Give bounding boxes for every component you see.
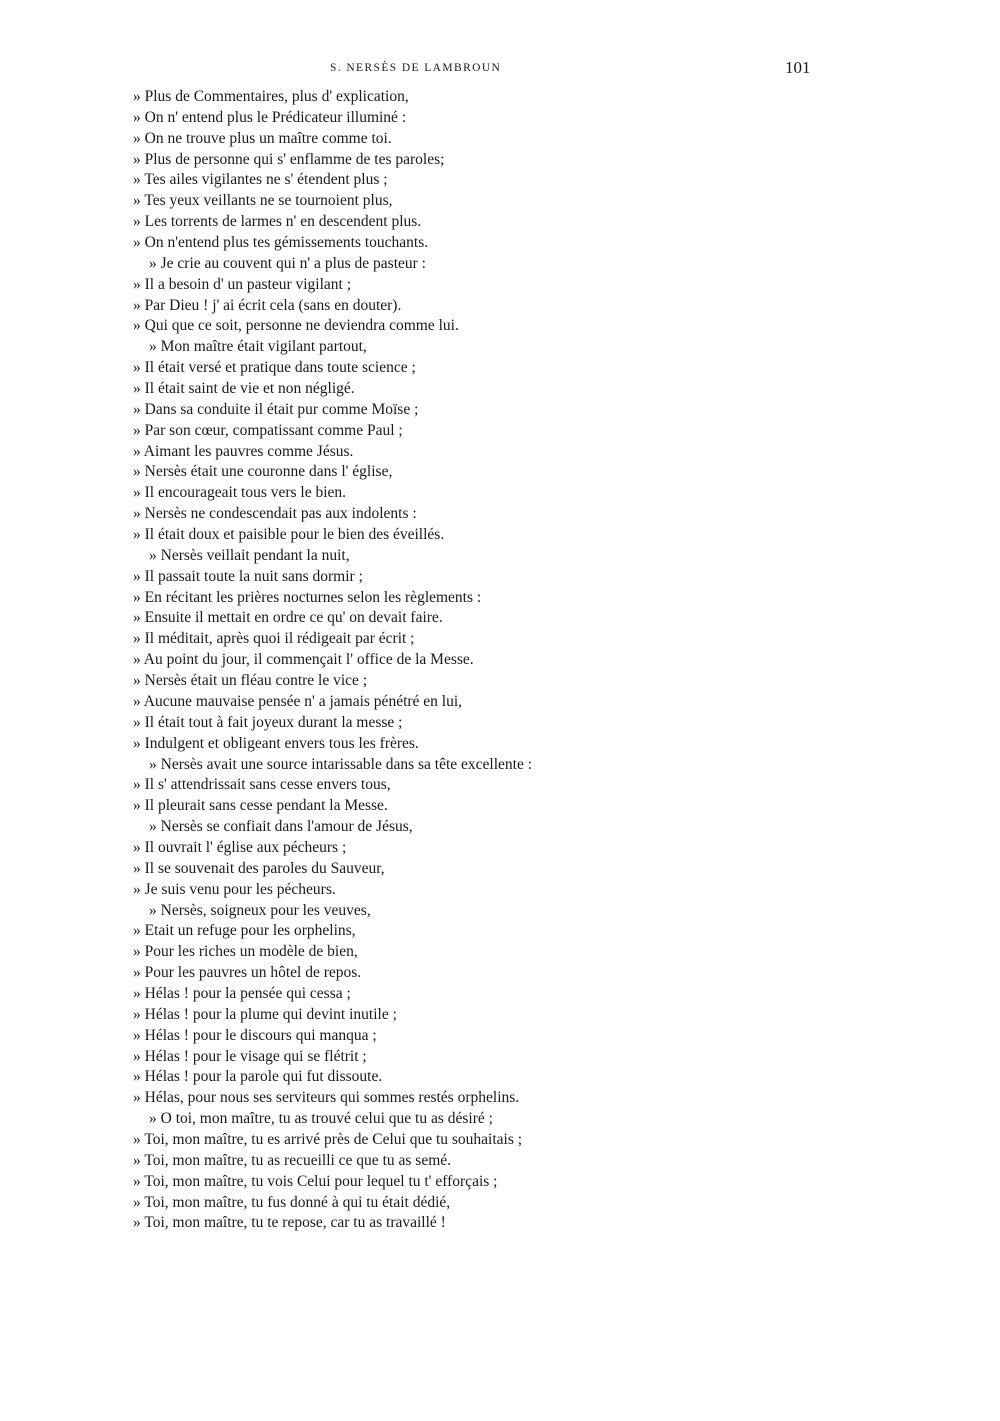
verse-line: » Nersès, soigneux pour les veuves, xyxy=(149,901,371,919)
verse-line: » Nersès se confiait dans l'amour de Jésus, xyxy=(149,818,413,836)
page-number: 101 xyxy=(785,58,811,77)
verse-line: » Les torrents de larmes n' en descendent plus. xyxy=(133,213,422,231)
verse-line: » Toi, mon maître, tu as recueilli ce que tu as semé. xyxy=(133,1151,452,1169)
verse-line: » Plus de personne qui s' enflamme de tes paroles; xyxy=(133,150,445,168)
verse-line: » Au point du jour, il commençait l' office de la Messe. xyxy=(133,651,474,669)
verse-line: » Pour les riches un modèle de bien, xyxy=(133,943,358,961)
verse-line: » Toi, mon maître, tu vois Celui pour lequel tu t' efforçais ; xyxy=(133,1172,498,1190)
verse-line: » Hélas, pour nous ses serviteurs qui sommes restés orphelins. xyxy=(133,1089,520,1107)
verse-line: » Hélas ! pour le visage qui se flétrit ; xyxy=(133,1047,367,1065)
verse-line: » Dans sa conduite il était pur comme Moïse ; xyxy=(133,400,419,418)
verse-line: » Hélas ! pour la plume qui devint inutile ; xyxy=(133,1005,397,1023)
verse-line: » Il passait toute la nuit sans dormir ; xyxy=(133,567,363,585)
verse-line: » Il méditait, après quoi il rédigeait par écrit ; xyxy=(133,630,415,648)
verse-line: » Toi, mon maître, tu fus donné à qui tu était dédié, xyxy=(133,1193,451,1211)
poem-text xyxy=(133,87,753,1234)
verse-line: » Aucune mauvaise pensée n' a jamais pénétré en lui, xyxy=(133,692,463,710)
verse-line: » Toi, mon maître, tu es arrivé près de Celui que tu souhaitais ; xyxy=(133,1130,523,1148)
verse-line: » Nersès était un fléau contre le vice ; xyxy=(133,672,368,690)
verse-line: » Plus de Commentaires, plus d' explication, xyxy=(133,88,409,105)
verse-line: » Nersès avait une source intarissable dans sa tête excellente : xyxy=(149,755,533,773)
verse-line: » Nersès était une couronne dans l' église, xyxy=(133,463,393,481)
verse-line: » Il était versé et pratique dans toute science ; xyxy=(133,359,416,377)
verse-line: » O toi, mon maître, tu as trouvé celui que tu as désiré ; xyxy=(149,1110,493,1128)
verse-line: » Je suis venu pour les pécheurs. xyxy=(133,880,336,898)
verse-line: » Hélas ! pour la pensée qui cessa ; xyxy=(133,984,351,1002)
verse-line: » Nersès veillait pendant la nuit, xyxy=(149,546,350,564)
verse-line: » Toi, mon maître, tu te repose, car tu as travaillé ! xyxy=(133,1214,446,1232)
verse-line: » Il pleurait sans cesse pendant la Messe. xyxy=(133,797,388,815)
verse-line: » Ensuite il mettait en ordre ce qu' on devait faire. xyxy=(133,609,443,627)
verse-line: » Qui que ce soit, personne ne deviendra comme lui. xyxy=(133,317,459,335)
verse-line: » Mon maître était vigilant partout, xyxy=(149,338,367,356)
verse-line: » En récitant les prières nocturnes selon les règlements : xyxy=(133,588,482,606)
verse-line: » Il était saint de vie et non négligé. xyxy=(133,380,355,398)
verse-line: » Il ouvrait l' église aux pécheurs ; xyxy=(133,838,347,856)
verse-line: » Nersès ne condescendait pas aux indolents : xyxy=(133,505,417,523)
verse-line: » Etait un refuge pour les orphelins, xyxy=(133,922,356,940)
verse-line: » Hélas ! pour la parole qui fut dissoute. xyxy=(133,1068,383,1086)
verse-line: » Il encourageait tous vers le bien. xyxy=(133,484,347,502)
verse-line: » Pour les pauvres un hôtel de repos. xyxy=(133,964,362,982)
verse-line: » Tes yeux veillants ne se tournoient plus, xyxy=(133,192,393,210)
verse-line: » Il était tout à fait joyeux durant la messe ; xyxy=(133,713,403,731)
verse-line: » Il se souvenait des paroles du Sauveur, xyxy=(133,859,385,877)
verse-line: » Aimant les pauvres comme Jésus. xyxy=(133,442,354,460)
verse-line: » Indulgent et obligeant envers tous les frères. xyxy=(133,734,419,752)
verse-line: » Par Dieu ! j' ai écrit cela (sans en douter). xyxy=(133,296,402,314)
verse-line: » On ne trouve plus un maître comme toi. xyxy=(133,129,392,147)
verse-line: » Par son cœur, compatissant comme Paul ; xyxy=(133,421,403,439)
running-title: S. NERSÈS DE LAMBROUN xyxy=(330,62,502,74)
verse-line: » Hélas ! pour le discours qui manqua ; xyxy=(133,1026,377,1044)
verse-line: » Il a besoin d' un pasteur vigilant ; xyxy=(133,275,352,293)
verse-line: » On n' entend plus le Prédicateur illuminé : xyxy=(133,108,407,126)
verse-line: » Il était doux et paisible pour le bien des éveillés. xyxy=(133,526,445,544)
verse-line: » Je crie au couvent qui n' a plus de pasteur : xyxy=(149,254,426,272)
verse-line: » On n'entend plus tes gémissements touchants. xyxy=(133,234,429,252)
verse-line: » Tes ailes vigilantes ne s' étendent plus ; xyxy=(133,171,388,189)
verse-line: » Il s' attendrissait sans cesse envers tous, xyxy=(133,776,391,794)
